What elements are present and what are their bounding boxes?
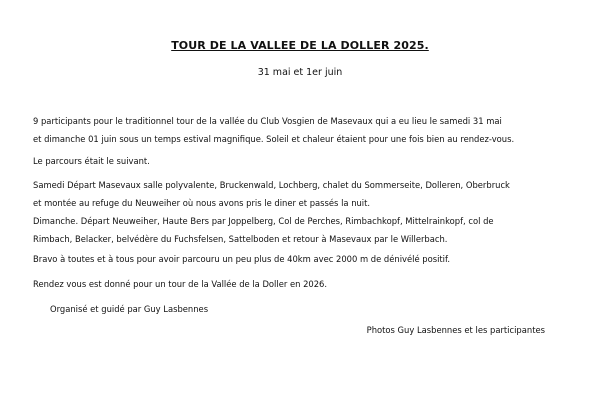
document-title: TOUR DE LA VALLEE DE LA DOLLER 2025. <box>171 39 429 52</box>
paragraph-intro <box>33 112 570 148</box>
photo-credit: Photos Guy Lasbennes et les participantes <box>366 325 545 335</box>
paragraph-line: Rendez vous est donné pour un tour de la Vallée de la Doller en 2026. <box>33 279 328 289</box>
paragraph-line: 9 participants pour le traditionnel tour de la vallée du Club Vosgien de Masevaux qui a eu lieu le samedi 31 mai <box>33 116 502 126</box>
paragraph-line: et dimanche 01 juin sous un temps estival magnifique. Soleil et chaleur étaient pour une fois bien au rendez-vous. <box>33 134 515 144</box>
paragraph-line: Le parcours était le suivant. <box>33 156 150 166</box>
paragraph-line: Rimbach, Belacker, belvédère du Fuchsfelsen, Sattelboden et retour à Masevaux par le Willerbach. <box>33 234 448 244</box>
paragraph-line: et montée au refuge du Neuweiher où nous avons pris le diner et passés la nuit. <box>33 198 371 208</box>
paragraph-line: Bravo à toutes et à tous pour avoir parcouru un peu plus de 40km avec 2000 m de dénivélé positif. <box>33 254 451 264</box>
paragraph-next-event <box>33 275 570 293</box>
paragraph-line: Organisé et guidé par Guy Lasbennes <box>50 304 209 314</box>
paragraph-congrats <box>33 250 570 268</box>
organizer-note <box>50 300 450 318</box>
paragraph-line: Dimanche. Départ Neuweiher, Haute Bers par Joppelberg, Col de Perches, Rimbachkopf, Mittelrainkopf, col de <box>33 216 494 226</box>
paragraph-line: Samedi Départ Masevaux salle polyvalente, Bruckenwald, Lochberg, chalet du Sommerseite, Dolleren, Oberbruck <box>33 180 510 190</box>
event-date: 31 mai et 1er juin <box>257 67 343 78</box>
paragraph-route-intro <box>33 152 570 170</box>
paragraph-route-details <box>33 176 570 248</box>
